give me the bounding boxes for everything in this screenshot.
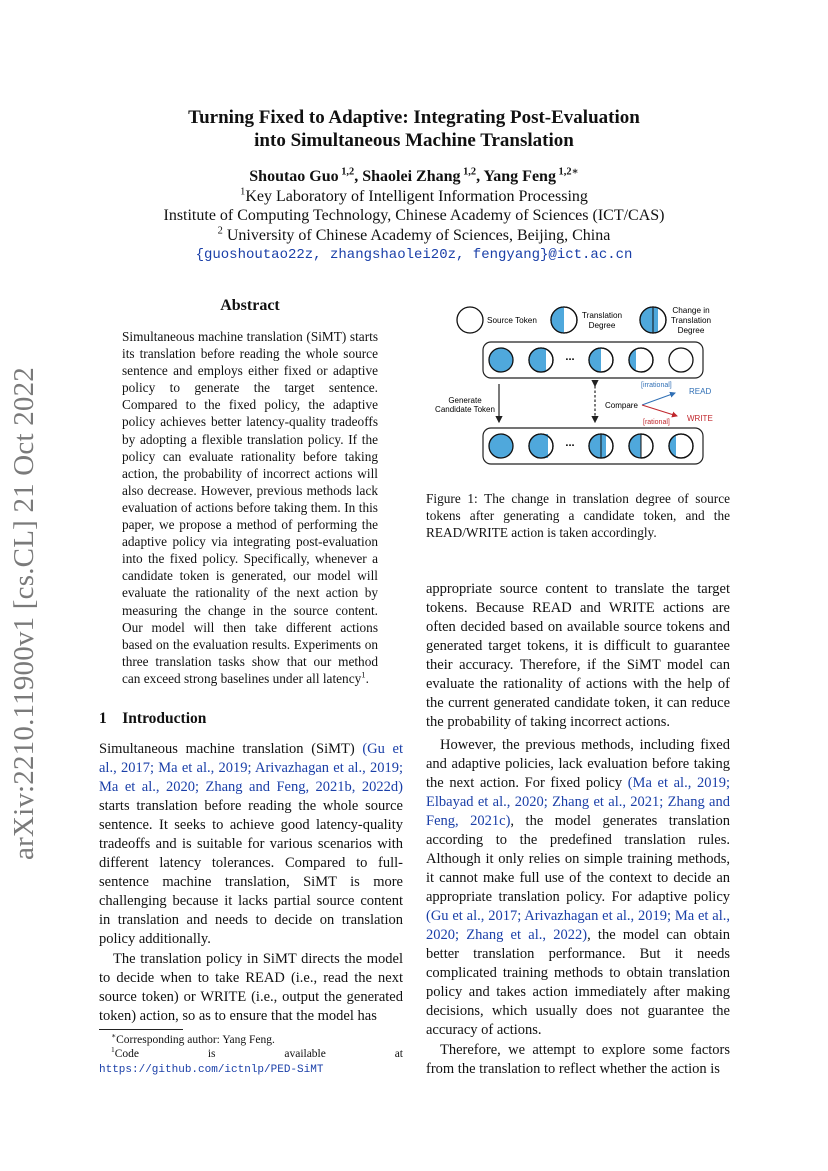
legend-change-icon (640, 307, 666, 333)
author-1-affil: 1,2 (338, 166, 355, 178)
right-paragraph-3: Therefore, we attempt to explore some factors from the translation to reflect whether the action is (426, 1042, 730, 1077)
irrational-label: [irrational] (641, 382, 672, 389)
paper-title (150, 106, 678, 152)
top-token-4 (629, 348, 653, 372)
author-list: Shoutao Guo $^{1,2}$, Shaolei Zhang $^{1,2}$, Yang Feng $^{1,2∗}$ (249, 166, 579, 185)
generate-label-1: Generate (448, 396, 482, 405)
generate-label-2: Candidate Token (435, 405, 495, 414)
top-token-3 (589, 348, 613, 372)
legend-change-label-3: Degree (677, 326, 705, 335)
legend-degree-label-1: Translation (581, 311, 623, 320)
legend-change-label-2: Translation (670, 316, 712, 325)
legend-degree-icon (551, 307, 577, 333)
citation-link[interactable]: (Gu et al., 2017; Ma et al., 2019; Arivazhagan et al., 2019; Ma et al., 2020; Zhang and Feng, 2021b, 2022d) (99, 741, 404, 795)
bottom-token-1 (489, 434, 513, 458)
footnote-divider (99, 1029, 183, 1030)
section-heading-introduction: 1 Introduction (99, 710, 207, 727)
citation-link[interactable]: (Gu et al., 2017; Arivazhagan et al., 2019; Ma et al., 2020; Zhang et al., 2022) (426, 908, 730, 943)
top-ellipsis: ... (565, 351, 575, 363)
right-paragraph-1: appropriate source content to translate the target tokens. Because READ and WRITE actions are often decided based on available source tokens and generated target tokens, it is difficult to guarantee their accuracy. Therefore, if the SiMT model can evaluate the rationality of actions with the help of the current generated candidate token, it can reduce the probability of taking incorrect actions. (426, 581, 730, 730)
author-2: Shaolei Zhang (362, 168, 461, 185)
bottom-token-3 (589, 434, 613, 458)
legend-source-token-icon (457, 307, 483, 333)
legend-source-label: Source Token (487, 316, 537, 325)
author-1: Shoutao Guo (249, 168, 339, 185)
title-line-2: into Simultaneous Machine Translation (254, 130, 574, 151)
bottom-token-5 (669, 434, 693, 458)
bottom-token-4 (629, 434, 653, 458)
read-arrow (642, 393, 675, 405)
author-3-affil: 1,2∗ (555, 166, 579, 178)
affiliation-2: $^2$ University of Chinese Academy of Sciences, Beijing, China (217, 225, 611, 244)
affiliation-1: $^1$Key Laboratory of Intelligent Information Processing (240, 186, 588, 205)
write-label: WRITE (687, 414, 713, 423)
legend-degree-label-2: Degree (588, 321, 616, 330)
legend-change-label-1: Change in (672, 306, 710, 315)
read-label: READ (689, 387, 712, 396)
top-token-2 (529, 348, 553, 372)
rational-label: [rational] (643, 419, 670, 426)
intro-paragraph-1: Simultaneous machine translation (SiMT) (Gu et al., 2017; Ma et al., 2019; Arivazhagan et al., 2019; Ma et al., 2020; Zhang and Feng, 2021b, 2022d) starts translation before reading the whole source sentence. It seeks to achieve good latency-quality tradeoffs and is suitable for various scenarios with different latency tolerances. Compared to full-sentence machine translation, SiMT is more challenging because it lacks partial source content in translation and needs to decide on translation policy additionally. (99, 741, 404, 947)
write-arrow (642, 405, 677, 416)
code-url-link[interactable]: https://github.com/ictnlp/PED-SiMT (99, 1064, 324, 1076)
footnote-corresponding: ∗Corresponding author: Yang Feng. (111, 1031, 275, 1046)
author-emails[interactable]: {guoshoutao22z, zhangshaolei20z, fengyang}@ict.ac.cn (195, 247, 633, 263)
abstract-heading: Abstract (220, 297, 280, 314)
compare-label: Compare (605, 401, 638, 410)
intro-paragraph-2: The translation policy in SiMT directs the model to decide when to take READ (i.e., read the next source token) or WRITE (i.e., output the generated token) action, so as to ensure that the model has (99, 951, 403, 1024)
top-token-5 (669, 348, 693, 372)
figure-1-diagram (425, 298, 731, 470)
arxiv-stamp: arXiv:2210.11900v1 [cs.CL] 21 Oct 2022 (8, 366, 40, 860)
figure-1-caption: Figure 1: The change in translation degree of source tokens after generating a candidate token, and the READ/WRITE action is taken accordingly. (426, 491, 730, 540)
bottom-ellipsis: ... (565, 437, 575, 449)
bottom-token-2 (529, 434, 553, 458)
title-line-1: Turning Fixed to Adaptive: Integrating Post-Evaluation (188, 107, 640, 128)
footnote-code: $^1$Code is available at https://github.com/ictnlp/PED-SiMT (99, 1045, 403, 1076)
top-token-1 (489, 348, 513, 372)
footnote-1-ref[interactable]: 1 (361, 669, 366, 680)
affiliation-1b: Institute of Computing Technology, Chinese Academy of Sciences (ICT/CAS) (163, 207, 665, 224)
author-2-affil: 1,2 (460, 166, 477, 178)
author-3: Yang Feng (483, 168, 556, 185)
abstract-text: Simultaneous machine translation (SiMT) starts its translation before reading the whole source sentence and employs either fixed or adaptive policy to generate the target sentence. Compared to the fixed policy, the adaptive policy achieves better latency-quality tradeoffs by adopting a flexible translation policy. If the policy can evaluate rationality before taking action, the probability of incorrect actions will also decrease. However, previous methods lack evaluation of actions before taking them. In this paper, we propose a method of performing the adaptive policy via integrating post-evaluation into the fixed policy. Specifically, whenever a candidate token is generated, our model will evaluate the rationality of the next action by measuring the change in the source content. Our model will then take different actions based on the evaluation results. Experiments on three translation tasks show that our method can exceed strong baselines under all latency$^1$. (122, 329, 378, 686)
right-paragraph-2: However, the previous methods, including fixed and adaptive policies, lack evaluation before taking the next action. For fixed policy (Ma et al., 2019; Elbayad et al., 2020; Zhang et al., 2021; Zhang and Feng, 2021c), the model generates translation according to the predefined translation rules. Although it only relies on simple training methods, it cannot make full use of the context to decide an appropriate translation policy. For adaptive policy (Gu et al., 2017; Arivazhagan et al., 2019; Ma et al., 2020; Zhang et al., 2022), the model can obtain better translation performance. But it needs complicated training methods to obtain translation policy and takes action immediately after making decisions, which usually does not guarantee the accuracy of actions. (426, 737, 730, 1038)
citation-link[interactable]: (Ma et al., 2019; Elbayad et al., 2020; Zhang et al., 2021; Zhang and Feng, 2021c) (426, 775, 730, 829)
